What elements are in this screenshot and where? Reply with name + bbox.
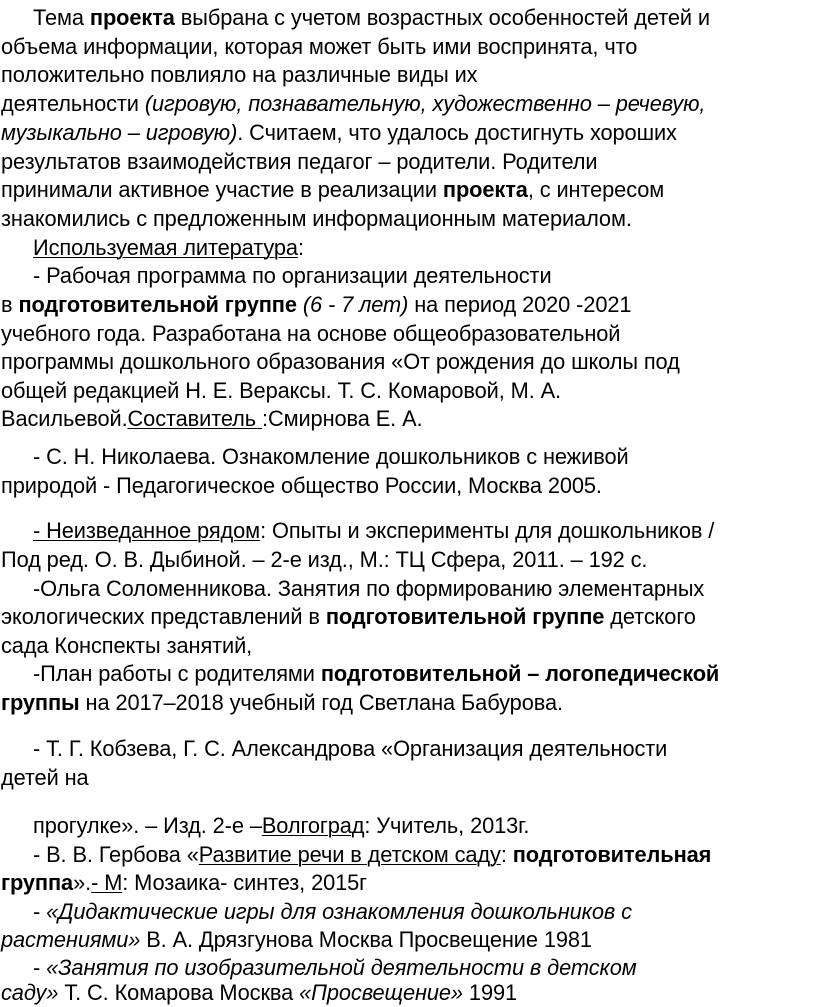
text-line	[0, 118, 816, 147]
reference-line	[0, 840, 816, 869]
reference-line: - С. Н. Николаева. Ознакомление дошкольников с неживой	[33, 444, 629, 469]
reference-line: природой - Педагогическое общество России, Москва 2005.	[1, 473, 602, 498]
reference-line	[0, 868, 816, 897]
reference-line: - Рабочая программа по организации деятельности	[33, 263, 552, 288]
text-run: деятельности	[1, 91, 145, 116]
reference-line	[0, 602, 816, 631]
text-run: -План работы с родителями	[33, 661, 321, 686]
text-run: . Считаем, что удалось достигнуть хороших	[237, 120, 677, 145]
reference-line	[0, 516, 816, 545]
reference-line: сада Конспекты занятий,	[1, 633, 253, 658]
text-run: в	[1, 292, 19, 317]
underlined-text: Развитие речи в детском саду	[198, 842, 501, 867]
underlined-text: Волгоград	[261, 813, 365, 838]
text-run: : Опыты и эксперименты для дошкольников /	[260, 518, 715, 543]
text-run: на 2017–2018 учебный год Светлана Бабурова.	[79, 690, 563, 715]
italic-text: «Просвещение»	[299, 980, 463, 1005]
text-line	[0, 175, 816, 204]
text-run: Васильевой.	[1, 406, 128, 431]
italic-text: растениями»	[1, 927, 141, 952]
text-run: -	[33, 899, 47, 924]
italic-text: (6 - 7 лет)	[302, 292, 409, 317]
text-run: Т. С. Комарова Москва	[58, 980, 300, 1005]
reference-line	[0, 925, 816, 954]
reference-line: детей на	[1, 765, 89, 790]
bold-text: группа	[1, 870, 74, 895]
text-run: выбрана с учетом возрастных особенностей детей и	[174, 5, 710, 30]
text-line	[0, 3, 816, 32]
text-run: - В. В. Гербова «	[33, 842, 199, 867]
underlined-text: - Неизведанное рядом	[33, 518, 261, 543]
text-run: принимали активное участие в реализации	[1, 177, 443, 202]
reference-line: - Т. Г. Кобзева, Г. С. Александрова «Организация деятельности	[33, 736, 668, 761]
text-line: знакомились с предложенным информационным материалом.	[1, 206, 632, 231]
underlined-text: Используемая литература	[33, 235, 298, 260]
text-line: результатов взаимодействия педагог – родители. Родители	[1, 149, 598, 174]
text-run: прогулке». – Изд. 2-е –	[33, 813, 262, 838]
italic-text: музыкально – игровую)	[1, 120, 238, 145]
text-line: объема информации, которая может быть ими воспринята, что	[1, 34, 638, 59]
reference-line	[0, 404, 816, 433]
reference-line: учебного года. Разработана на основе общеобразовательной	[1, 321, 621, 346]
reference-line: программы дошкольного образования «От рождения до школы под	[1, 349, 680, 374]
bold-text: подготовительной группе	[18, 292, 297, 317]
reference-line: -Ольга Соломенникова. Занятия по формированию элементарных	[33, 576, 705, 601]
bold-text: подготовительная	[512, 842, 712, 867]
bold-text: проекта	[89, 5, 175, 30]
literature-heading	[0, 233, 816, 262]
text-run: : Мозаика- синтез, 2015г	[122, 870, 368, 895]
text-run: В. А. Дрязгунова Москва Просвещение 1981	[140, 927, 592, 952]
italic-text: саду»	[1, 980, 59, 1005]
bold-text: группы	[1, 690, 80, 715]
text-run: -	[33, 955, 47, 980]
underlined-text: - М	[91, 870, 123, 895]
text-run: 1991	[462, 980, 518, 1005]
text-run: :	[297, 235, 304, 260]
reference-line: общей редакцией Н. Е. Вераксы. Т. С. Комаровой, М. А.	[1, 378, 562, 403]
bold-text: подготовительной группе	[325, 604, 605, 629]
reference-line: Под ред. О. В. Дыбиной. – 2-е изд., М.: ТЦ Сфера, 2011. – 192 с.	[1, 547, 648, 572]
italic-text: «Дидактические игры для ознакомления дошкольников с	[46, 899, 632, 924]
reference-line	[0, 978, 816, 1007]
text-run: ».	[73, 870, 92, 895]
text-line: положительно повлияло на различные виды их	[1, 62, 478, 87]
reference-line	[0, 290, 816, 319]
bold-text: проекта	[442, 177, 528, 202]
text-run: на период 2020 -2021	[408, 292, 632, 317]
text-run: Тема	[33, 5, 90, 30]
italic-text: (игровую, познавательную, художественно – речевую,	[144, 91, 706, 116]
text-run: экологических представлений в	[1, 604, 326, 629]
text-run: :Смирнова Е. А.	[261, 406, 423, 431]
text-run: : Учитель, 2013г.	[364, 813, 530, 838]
underlined-text: Составитель	[127, 406, 262, 431]
reference-line	[0, 688, 816, 717]
text-run: :	[500, 842, 513, 867]
text-run: , с интересом	[527, 177, 665, 202]
reference-line	[0, 811, 816, 840]
reference-line	[0, 659, 816, 688]
italic-text: «Занятия по изобразительной деятельности в детском	[46, 955, 637, 980]
text-run: детского	[604, 604, 696, 629]
bold-text: подготовительной – логопедической	[320, 661, 720, 686]
reference-line	[0, 897, 816, 926]
text-line	[0, 89, 816, 118]
